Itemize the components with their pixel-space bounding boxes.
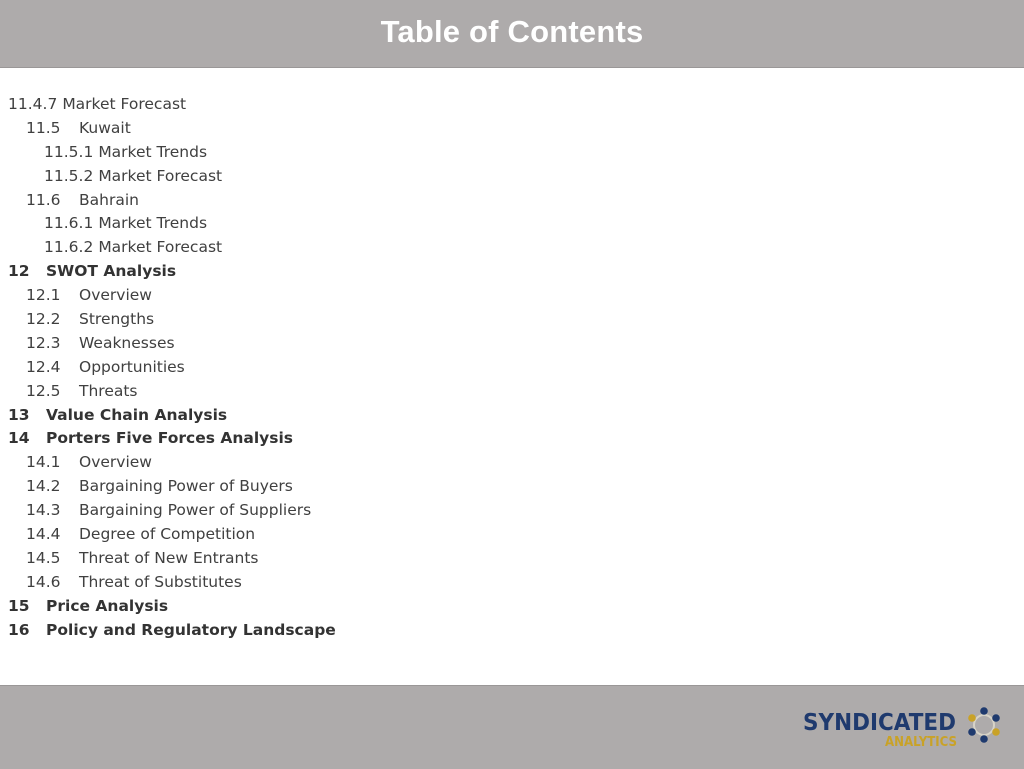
molecule-icon bbox=[968, 707, 1000, 743]
toc-entry bbox=[0, 117, 700, 141]
toc-entry bbox=[0, 380, 700, 404]
toc-entry-number: 11.5.2 bbox=[44, 166, 94, 185]
toc-entry-title: Market Forecast bbox=[62, 95, 187, 113]
toc-entry-number: 12.4 bbox=[26, 357, 61, 376]
toc-entry-number: 14.2 bbox=[26, 477, 61, 496]
toc-entry-title: Degree of Competition bbox=[79, 525, 256, 544]
toc-entry bbox=[0, 260, 700, 284]
toc-entry bbox=[0, 165, 700, 189]
toc-entry-title: Overview bbox=[79, 453, 152, 472]
toc-entry bbox=[0, 523, 700, 547]
toc-entry-number: 12.5 bbox=[26, 381, 61, 400]
toc-entry-number: 14.3 bbox=[26, 501, 61, 520]
toc-entry-number: 14.4 bbox=[26, 525, 61, 544]
toc-entry-number: 12.2 bbox=[26, 310, 61, 329]
toc-entry-number: 11.5 bbox=[26, 118, 61, 137]
toc-entry bbox=[0, 212, 700, 236]
toc-entry-title: Opportunities bbox=[79, 357, 185, 376]
toc-entry bbox=[0, 619, 700, 643]
toc-entry-number: 14 bbox=[8, 429, 30, 448]
toc-entry bbox=[0, 284, 700, 308]
toc-entry-title: Overview bbox=[79, 286, 152, 305]
toc-entry-number: 16 bbox=[8, 620, 30, 639]
toc-entry bbox=[0, 427, 700, 451]
table-of-contents bbox=[0, 93, 700, 642]
toc-entry-number: 13 bbox=[8, 405, 30, 424]
toc-entry-number: 11.4.7 bbox=[8, 95, 58, 113]
toc-entry-title: Value Chain Analysis bbox=[46, 405, 228, 424]
toc-entry-title: Market Forecast bbox=[98, 166, 223, 185]
toc-entry-title: Market Trends bbox=[98, 142, 208, 161]
header-bar bbox=[0, 0, 1024, 68]
toc-entry bbox=[0, 308, 700, 332]
toc-entry bbox=[0, 93, 700, 117]
footer-bar bbox=[0, 685, 1024, 769]
toc-entry-title: Bargaining Power of Suppliers bbox=[79, 501, 312, 520]
logo-secondary-text: ANALYTICS bbox=[885, 735, 957, 750]
toc-entry-title: Price Analysis bbox=[46, 596, 169, 615]
toc-entry-title: Weaknesses bbox=[79, 333, 175, 352]
logo-primary-text: SYNDICATED bbox=[803, 710, 956, 736]
toc-entry bbox=[0, 547, 700, 571]
toc-entry-title: Bargaining Power of Buyers bbox=[79, 477, 293, 496]
toc-entry-number: 11.5.1 bbox=[44, 142, 94, 161]
toc-entry-title: Kuwait bbox=[79, 118, 131, 137]
toc-entry bbox=[0, 189, 700, 213]
toc-entry bbox=[0, 356, 700, 380]
toc-entry-number: 11.6.2 bbox=[44, 238, 94, 257]
toc-entry bbox=[0, 571, 700, 595]
toc-entry-title: Threat of New Entrants bbox=[79, 548, 259, 567]
page-title: Table of Contents bbox=[380, 14, 644, 49]
toc-entry-title: Threats bbox=[79, 381, 138, 400]
toc-entry-number: 11.6.1 bbox=[44, 214, 94, 233]
toc-entry-title: SWOT Analysis bbox=[46, 262, 177, 281]
toc-entry bbox=[0, 404, 700, 428]
toc-entry-number: 15 bbox=[8, 596, 30, 615]
toc-entry bbox=[0, 332, 700, 356]
toc-entry-number: 14.5 bbox=[26, 548, 61, 567]
toc-entry-title: Market Trends bbox=[98, 214, 208, 233]
toc-entry bbox=[0, 595, 700, 619]
toc-entry-title: Porters Five Forces Analysis bbox=[46, 429, 294, 448]
toc-entry-title: Policy and Regulatory Landscape bbox=[46, 620, 336, 639]
toc-entry-title: Bahrain bbox=[79, 190, 139, 209]
toc-entry-title: Strengths bbox=[79, 310, 155, 329]
toc-entry-title: Threat of Substitutes bbox=[79, 572, 242, 591]
toc-entry bbox=[0, 141, 700, 165]
toc-entry bbox=[0, 451, 700, 475]
toc-entry bbox=[0, 475, 700, 499]
toc-entry-number: 12.1 bbox=[26, 286, 61, 305]
toc-entry bbox=[0, 236, 700, 260]
toc-entry bbox=[0, 499, 700, 523]
toc-entry-number: 11.6 bbox=[26, 190, 61, 209]
toc-entry-number: 14.1 bbox=[26, 453, 61, 472]
toc-entry-number: 14.6 bbox=[26, 572, 61, 591]
toc-entry-title: Market Forecast bbox=[98, 238, 223, 257]
toc-entry-number: 12.3 bbox=[26, 333, 61, 352]
syndicated-analytics-logo bbox=[800, 702, 1010, 752]
toc-entry-number: 12 bbox=[8, 262, 30, 281]
